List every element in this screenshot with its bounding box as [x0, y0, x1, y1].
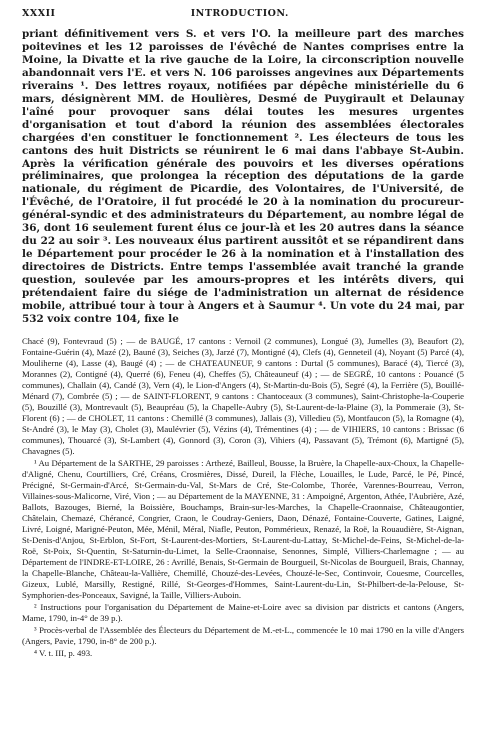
page — [22, 8, 464, 660]
footnote-4: ⁴ V. t. III, p. 493. — [34, 647, 93, 658]
running-header — [22, 8, 464, 24]
footnotes — [22, 336, 464, 659]
footnote-3: ³ Procès-verbal de l'Assemblée des Électeurs du Département de M.-et-L., commencée le 10 mai 1790 en la ville d'Angers (Angers, Pavie, 1790, in-8° de 200 p.). — [22, 624, 464, 646]
page-number: XXXII — [22, 8, 56, 19]
running-title: INTRODUCTION. — [190, 8, 289, 19]
footnote-continuation: Chacé (9), Fontevraud (5) ; — de BAUGÉ, 17 cantons : Vernoil (2 communes), Longué (3), Jumelles (3), Beaufort (2), Fontaine-Guérin (4), Mazé (2), Bauné (3), Seiches (3), Jarzé (7), Montigné (4), Clefs (4), Genneteil (4), Noyant (5) Parcé (4), Mouliherne (4), Lasse (4), Baugé (4) ; — de CHATEAUNEUF, 9 cantons : Durtal (5 communes), Baracé (4), Tiercé (3), Morannes (2), Contigné (4), Querré (6), Feneu (4), Cheffes (5), Châteauneuf (4) ; — de SEGRÉ, 10 cantons : Pouancé (5 communes), Challain (4), Candé (3), Vern (4), le Lion-d'Angers (4), St-Martin-du-Bois (5), Segré (4), la Ferrière (5), Bouillé-Ménard (7), Combrée (5) ; — de SAINT-FLORENT, 9 cantons : Chantoceaux (3 communes), Saint-Christophe-la-Couperie (5), Bouzillé (3), Montrevault (5), Beaupréau (5), la Chapelle-Aubry (5), St-Laurent-de-la-Plaine (3), la Pommeraie (3), St-Florent (6) ; — de CHOLET, 11 cantons : Chemillé (3 communes), Jallais (3), Villedieu (5), Montfaucon (5), la Romagne (4), St-André (3), le May (3), Cholet (3), Maulévrier (5), Vézins (4), Trémentines (4) ; — de VIHIERS, 10 cantons : Brissac (6 communes), Thouarcé (3), St-Lambert (4), Gonnord (3), Coron (3), Vihiers (4), Passavant (5), Trémont (6), Martigné (5), Chavagnes (5). — [22, 335, 464, 456]
main-text: priant définitivement vers S. et vers l'O. la meilleure part des marches poitevines et les 12 paroisses de l'évêché de Nantes comprises entre la Moine, la Divatte et la rive gauche de la Loire, la circonscription nouvelle abandonnait vers l'E. et vers N. 106 paroisses angevines aux Départements riverains ¹. Des lettres royaux, notifiées par dépêche ministérielle du 6 mars, désignèrent MM. de Houlières, Desmé de Puygirault et Delaunay l'aîné pour provoquer sans délai toutes les mesures urgentes d'organisation et tout d'abord la réunion des assemblées électorales chargées d'en constituer le fonctionnement ². Les électeurs de tous les cantons des huit Districts se réunirent le 6 mai dans l'abbaye St-Aubin. Après la vérification générale des pouvoirs et les diverses opérations préliminaires, que prolongea la réception des députations de la garde nationale, du régiment de Picardie, des Volontaires, de l'Université, de l'Évêché, de l'Oratoire, il fut procédé le 20 à la nomination du procureur-général-syndic et des administrateurs du Département, au nombre légal de 36, dont 16 seulement furent élus ce jour-là et les 20 autres dans la séance du 22 au soir ³. Les nouveaux élus partirent aussitôt et se répandirent dans le Département pour procéder le 26 à la nomination et à l'installation des directoires de Districts. Entre temps l'assemblée avait tranché la grande question, soulevée par les amours-propres et les intérêts divers, qui prétendaient faire du siége de l'administration un alternat de résidence mobile, attribué tour à tour à Angers et à Saumur ⁴. Un vote du 24 mai, par 532 voix contre 104, fixe le — [22, 28, 464, 325]
footnote-1: ¹ Au Département de la SARTHE, 29 paroisses : Arthezé, Bailleul, Bousse, la Bruère, la Chapelle-aux-Choux, la Chapelle-d'Aligné, Chenu, Courtilliers, Cré, Créans, Crosmières, Dissé, Dureil, la Flèche, Louailles, le Lude, Parcé, le Pé, Pincé, Précigné, St-Germain-d'Arcé, St-Germain-du-Val, St-Mars de Cré, Ste-Colombe, Thorée, Varennes-Bourreau, Verron, Villaines-sous-Malicorne, Viré, Vion ; — au Département de la MAYENNE, 31 : Ampoigné, Argenton, Athée, l'Aubrière, Azé, Ballots, Bazouges, Bierné, la Boissière, Bouchamps, Brain-sur-les-Marches, la Chapelle-Craonnaise, Châteaugontier, Châtelain, Chemazé, Chérancé, Congrier, Craon, le Coudray-Geniers, Daon, Dénazé, Fontaine-Couverte, Gatines, Laigné, Livré, Loigné, Marigné-Peuton, Mée, Ménil, Méral, Niafle, Peuton, Pommérieux, Renazé, la Roë, la Rouaudière, St-Aignan, St-Denis-d'Anjou, St-Erblon, St-Fort, St-Laurent-des-Mortiers, St-Laurent-du-Lattay, St-Michel-de-Feins, St-Michel-de-la-Roë, St-Poix, St-Quentin, St-Saturnin-du-Limet, la Selle-Craonnaise, Senonnes, Simplé, Villiers-Charlemagne ; — au Département de l'INDRE-ET-LOIRE, 26 : Avrillé, Benais, St-Germain de Bourgueil, St-Nicolas de Bourgueil, Brais, Channay, la Chapelle-Blanche, Château-la-Vallière, Chemillé, Chouzé-des-Levées, Chouzé-le-Sec, Continvoir, Couesme, Courcelles, Gizeux, Lublé, Marsilly, Restigné, Rillé, St-Georges-d'Hommes, Saint-Laurent-du-Lin, St-Philbert-de-la-Pelouse, St-Symphorien-des-Ponceaux, Savigné, la Taille, Villiers-Auboin. — [22, 457, 464, 600]
footnote-2: ² Instructions pour l'organisation du Département de Maine-et-Loire avec sa division par districts et cantons (Angers, Mame, 1790, in-4° de 39 p.). — [22, 601, 464, 623]
